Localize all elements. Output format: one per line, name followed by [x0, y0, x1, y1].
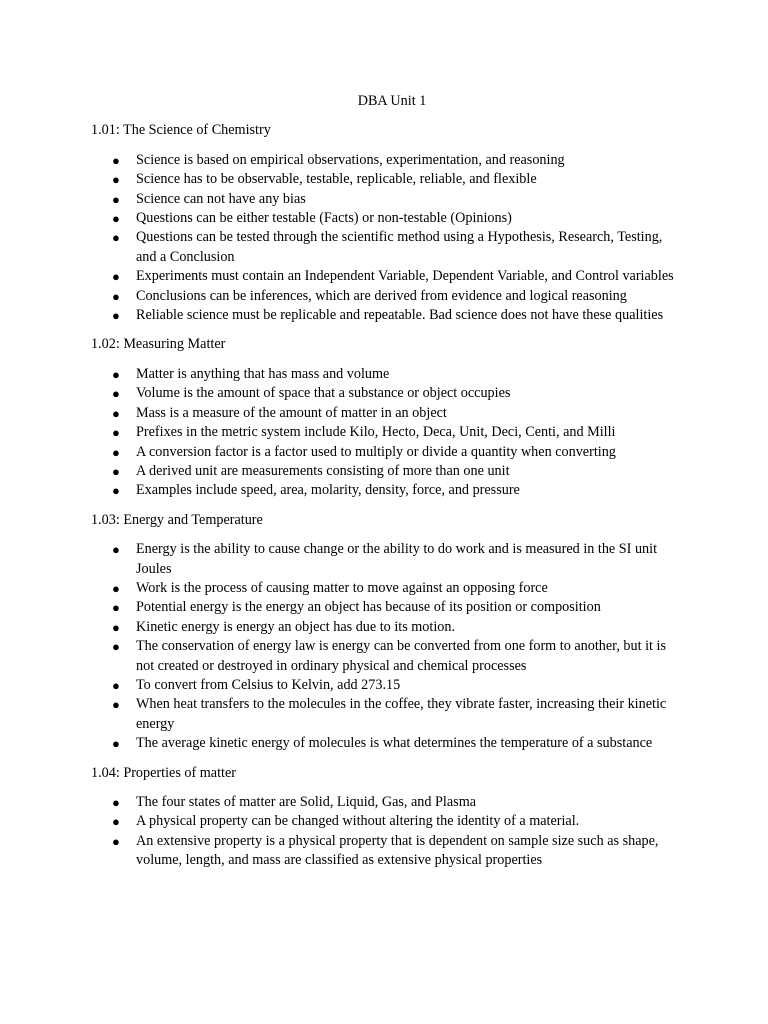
list-item-text: Kinetic energy is energy an object has due to its motion. — [136, 618, 456, 635]
bullet-icon: ● — [112, 600, 120, 616]
list-item — [91, 190, 681, 209]
list-item-text: Potential energy is the energy an object has because of its position or composition — [136, 599, 601, 616]
list-item-text: Volume is the amount of space that a substance or object occupies — [136, 385, 511, 402]
bullet-icon: ● — [112, 269, 120, 285]
list-item-text: Energy is the ability to cause change or the ability to do work and is measured in the SI unit Joules — [136, 541, 658, 577]
section-2 — [91, 335, 681, 500]
bullet-icon: ● — [112, 211, 120, 227]
bullet-icon: ● — [112, 483, 120, 499]
bullet-icon: ● — [112, 444, 120, 460]
section-heading: 1.01: The Science of Chemistry — [91, 122, 271, 139]
bullet-icon: ● — [112, 542, 120, 558]
bullet-list — [91, 540, 681, 753]
bullet-icon: ● — [112, 736, 120, 752]
list-item-text: Examples include speed, area, molarity, density, force, and pressure — [136, 482, 520, 499]
list-item — [91, 832, 681, 871]
list-item-text: Conclusions can be inferences, which are derived from evidence and logical reasoning — [136, 287, 627, 304]
bullet-icon: ● — [112, 230, 120, 246]
list-item — [91, 443, 681, 462]
list-item-text: Science can not have any bias — [136, 190, 306, 207]
list-item-text: The four states of matter are Solid, Liquid, Gas, and Plasma — [136, 794, 477, 810]
list-item-text: To convert from Celsius to Kelvin, add 273.15 — [136, 676, 401, 693]
list-item-text: A derived unit are measurements consisting of more than one unit — [136, 462, 510, 479]
list-item-text: Reliable science must be replicable and repeatable. Bad science does not have these qualities — [136, 307, 664, 324]
list-item — [91, 228, 681, 267]
bullet-icon: ● — [112, 405, 120, 421]
section-heading: 1.03: Energy and Temperature — [91, 511, 263, 528]
bullet-icon: ● — [112, 795, 120, 810]
list-item-text: A physical property can be changed without altering the identity of a material. — [136, 813, 580, 830]
list-item — [91, 287, 681, 306]
bullet-icon: ● — [112, 677, 120, 693]
list-item — [91, 306, 681, 325]
list-item-text: Work is the process of causing matter to move against an opposing force — [136, 579, 548, 596]
list-item-text: Questions can be tested through the scientific method using a Hypothesis, Research, Testing, and a Conclusion — [136, 229, 663, 265]
list-item — [91, 812, 681, 831]
bullet-icon: ● — [112, 386, 120, 402]
document-title: DBA Unit 1 — [357, 93, 427, 109]
list-item-text: Prefixes in the metric system include Kilo, Hecto, Deca, Unit, Deci, Centi, and Milli — [136, 424, 616, 441]
bullet-icon: ● — [112, 191, 120, 207]
bullet-icon: ● — [112, 833, 120, 849]
list-item — [91, 170, 681, 189]
section-heading: 1.04: Properties of matter — [91, 764, 236, 781]
list-item-text: The conservation of energy law is energy can be converted from one form to another, but it is not created or destroyed in ordinary physical and chemical processes — [136, 638, 666, 674]
list-item — [91, 384, 681, 403]
section-4 — [91, 764, 681, 871]
list-item — [91, 598, 681, 617]
list-item-text: A conversion factor is a factor used to multiply or divide a quantity when converting — [136, 443, 616, 460]
section-1 — [91, 121, 681, 325]
section-heading: 1.02: Measuring Matter — [91, 336, 226, 353]
bullet-icon: ● — [112, 619, 120, 635]
bullet-icon: ● — [112, 152, 120, 168]
list-item — [91, 618, 681, 637]
list-item-text: Matter is anything that has mass and volume — [136, 365, 390, 382]
bullet-icon: ● — [112, 463, 120, 479]
list-item-text: Science is based on empirical observations, experimentation, and reasoning — [136, 151, 565, 168]
list-item-text: Questions can be either testable (Facts) or non-testable (Opinions) — [136, 210, 512, 227]
list-item — [91, 481, 681, 500]
list-item — [91, 209, 681, 228]
list-item — [91, 462, 681, 481]
bullet-icon: ● — [112, 639, 120, 655]
list-item — [91, 676, 681, 695]
document-page — [91, 92, 681, 881]
list-item — [91, 540, 681, 579]
list-item — [91, 637, 681, 676]
bullet-list — [91, 365, 681, 501]
section-3 — [91, 511, 681, 754]
bullet-list — [91, 151, 681, 326]
list-item-text: When heat transfers to the molecules in the coffee, they vibrate faster, increasing their kinetic energy — [136, 696, 667, 732]
list-item-text: Mass is a measure of the amount of matter in an object — [136, 404, 447, 421]
list-item — [91, 267, 681, 286]
list-item — [91, 579, 681, 598]
list-item — [91, 365, 681, 384]
list-item — [91, 793, 681, 812]
list-item-text: An extensive property is a physical property that is dependent on sample size such as shape, volume, length, and mass are classified as extensive physical properties — [136, 832, 659, 869]
list-item-text: Science has to be observable, testable, replicable, reliable, and flexible — [136, 171, 537, 188]
list-item — [91, 404, 681, 423]
bullet-list — [91, 793, 681, 871]
bullet-icon: ● — [112, 697, 120, 713]
list-item — [91, 695, 681, 734]
list-item-text: The average kinetic energy of molecules is what determines the temperature of a substance — [136, 735, 653, 752]
bullet-icon: ● — [112, 288, 120, 304]
bullet-icon: ● — [112, 366, 120, 382]
list-item — [91, 423, 681, 442]
bullet-icon: ● — [112, 308, 120, 324]
list-item — [91, 734, 681, 753]
bullet-icon: ● — [112, 425, 120, 441]
list-item-text: Experiments must contain an Independent Variable, Dependent Variable, and Control variables — [136, 268, 674, 285]
list-item — [91, 151, 681, 170]
bullet-icon: ● — [112, 172, 120, 188]
bullet-icon: ● — [112, 580, 120, 596]
bullet-icon: ● — [112, 814, 120, 830]
